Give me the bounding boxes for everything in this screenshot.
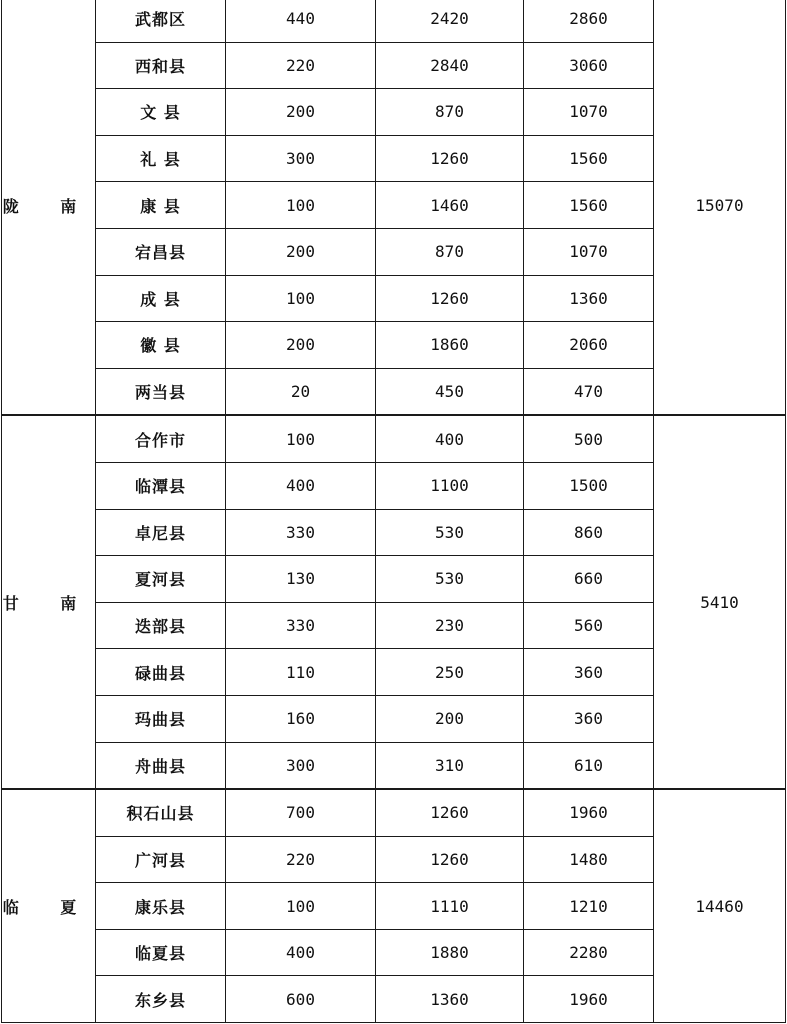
value-c-cell: 1070 — [524, 89, 654, 136]
county-cell: 夏河县 — [96, 556, 226, 603]
county-cell: 卓尼县 — [96, 509, 226, 556]
table-body — [2, 0, 786, 1023]
value-c-cell: 1070 — [524, 228, 654, 275]
value-a-cell: 200 — [226, 322, 376, 369]
value-c-cell: 560 — [524, 602, 654, 649]
value-a-cell: 200 — [226, 89, 376, 136]
value-a-cell: 20 — [226, 368, 376, 415]
region-total-cell: 15070 — [654, 0, 786, 415]
county-cell: 临潭县 — [96, 462, 226, 509]
value-a-cell: 400 — [226, 929, 376, 976]
county-cell: 成 县 — [96, 275, 226, 322]
value-a-cell: 300 — [226, 135, 376, 182]
county-cell: 两当县 — [96, 368, 226, 415]
county-cell: 广河县 — [96, 836, 226, 883]
value-a-cell: 440 — [226, 0, 376, 42]
value-c-cell: 1480 — [524, 836, 654, 883]
value-a-cell: 110 — [226, 649, 376, 696]
value-a-cell: 600 — [226, 976, 376, 1023]
value-c-cell: 660 — [524, 556, 654, 603]
value-b-cell: 870 — [376, 228, 524, 275]
value-c-cell: 3060 — [524, 42, 654, 89]
value-c-cell: 1360 — [524, 275, 654, 322]
table-row — [2, 789, 786, 836]
value-b-cell: 1260 — [376, 135, 524, 182]
value-b-cell: 1880 — [376, 929, 524, 976]
value-a-cell: 330 — [226, 602, 376, 649]
value-c-cell: 610 — [524, 742, 654, 789]
value-c-cell: 1560 — [524, 182, 654, 229]
value-b-cell: 200 — [376, 695, 524, 742]
value-a-cell: 160 — [226, 695, 376, 742]
county-cell: 碌曲县 — [96, 649, 226, 696]
data-table — [1, 0, 786, 1023]
county-cell: 宕昌县 — [96, 228, 226, 275]
county-cell: 康 县 — [96, 182, 226, 229]
value-b-cell: 870 — [376, 89, 524, 136]
county-cell: 迭部县 — [96, 602, 226, 649]
county-cell: 积石山县 — [96, 789, 226, 836]
value-b-cell: 1260 — [376, 836, 524, 883]
region-cell: 甘 南 — [2, 415, 96, 789]
value-b-cell: 2420 — [376, 0, 524, 42]
county-cell: 西和县 — [96, 42, 226, 89]
value-b-cell: 1360 — [376, 976, 524, 1023]
value-a-cell: 100 — [226, 275, 376, 322]
value-b-cell: 530 — [376, 556, 524, 603]
region-total-cell: 5410 — [654, 415, 786, 789]
region-total-cell: 14460 — [654, 789, 786, 1022]
county-cell: 武都区 — [96, 0, 226, 42]
value-b-cell: 1460 — [376, 182, 524, 229]
value-c-cell: 1210 — [524, 883, 654, 930]
region-cell: 临 夏 — [2, 789, 96, 1022]
value-b-cell: 450 — [376, 368, 524, 415]
value-b-cell: 1860 — [376, 322, 524, 369]
county-cell: 徽 县 — [96, 322, 226, 369]
value-c-cell: 2280 — [524, 929, 654, 976]
value-c-cell: 360 — [524, 695, 654, 742]
value-c-cell: 1560 — [524, 135, 654, 182]
value-a-cell: 330 — [226, 509, 376, 556]
value-c-cell: 860 — [524, 509, 654, 556]
value-a-cell: 130 — [226, 556, 376, 603]
value-a-cell: 220 — [226, 42, 376, 89]
value-b-cell: 1110 — [376, 883, 524, 930]
value-c-cell: 1960 — [524, 789, 654, 836]
county-cell: 舟曲县 — [96, 742, 226, 789]
value-b-cell: 400 — [376, 415, 524, 462]
value-a-cell: 400 — [226, 462, 376, 509]
county-cell: 合作市 — [96, 415, 226, 462]
county-cell: 文 县 — [96, 89, 226, 136]
value-a-cell: 100 — [226, 883, 376, 930]
county-cell: 康乐县 — [96, 883, 226, 930]
value-b-cell: 230 — [376, 602, 524, 649]
value-b-cell: 530 — [376, 509, 524, 556]
value-a-cell: 300 — [226, 742, 376, 789]
county-cell: 临夏县 — [96, 929, 226, 976]
table-row — [2, 415, 786, 462]
county-cell: 玛曲县 — [96, 695, 226, 742]
value-a-cell: 100 — [226, 415, 376, 462]
value-a-cell: 100 — [226, 182, 376, 229]
value-b-cell: 1260 — [376, 789, 524, 836]
county-cell: 礼 县 — [96, 135, 226, 182]
value-c-cell: 500 — [524, 415, 654, 462]
value-c-cell: 1960 — [524, 976, 654, 1023]
value-c-cell: 470 — [524, 368, 654, 415]
value-c-cell: 1500 — [524, 462, 654, 509]
value-b-cell: 1260 — [376, 275, 524, 322]
value-a-cell: 220 — [226, 836, 376, 883]
value-c-cell: 2860 — [524, 0, 654, 42]
county-cell: 东乡县 — [96, 976, 226, 1023]
value-b-cell: 2840 — [376, 42, 524, 89]
table-row — [2, 0, 786, 42]
value-a-cell: 700 — [226, 789, 376, 836]
value-b-cell: 1100 — [376, 462, 524, 509]
value-c-cell: 360 — [524, 649, 654, 696]
value-c-cell: 2060 — [524, 322, 654, 369]
value-b-cell: 310 — [376, 742, 524, 789]
region-cell: 陇 南 — [2, 0, 96, 415]
value-a-cell: 200 — [226, 228, 376, 275]
value-b-cell: 250 — [376, 649, 524, 696]
